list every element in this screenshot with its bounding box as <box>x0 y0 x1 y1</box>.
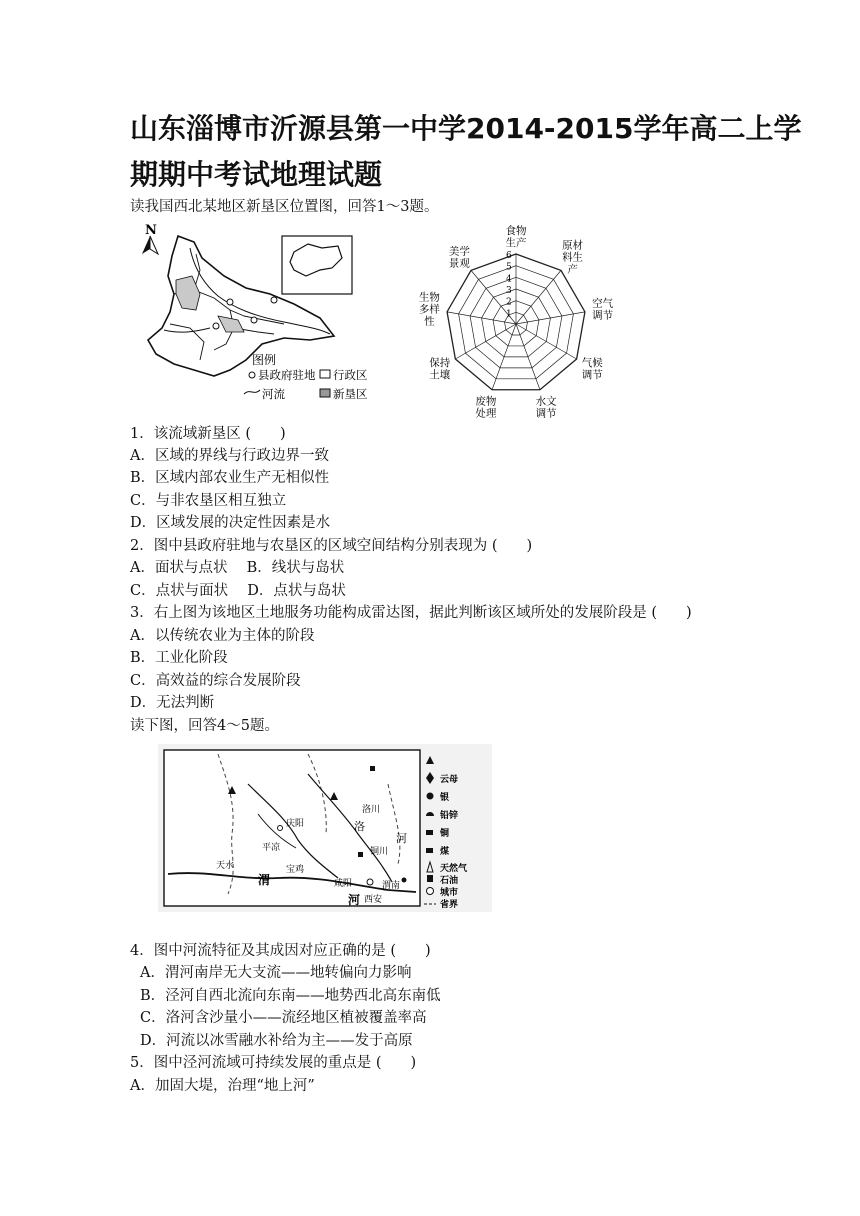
radar-axis-label: 空气调节 <box>592 297 614 322</box>
place-baoji: 宝鸡 <box>286 865 305 875</box>
q4-stem: 4．图中河流特征及其成因对应正确的是 ( ) <box>130 943 431 959</box>
reclamation-map <box>134 224 392 410</box>
oil-icon <box>427 875 433 882</box>
land-service-radar <box>412 225 638 420</box>
legend-province: 省界 <box>440 900 459 910</box>
q3-option-d: D．无法判断 <box>130 695 215 711</box>
q4-option-d: D．河流以冰雪融水补给为主——发于高原 <box>140 1033 413 1049</box>
radar-axis-label: 保持土壤 <box>429 357 451 381</box>
q1-option-c: C．与非农垦区相互独立 <box>130 493 287 509</box>
place-tianshui: 天水 <box>216 861 235 871</box>
radar-spoke <box>516 312 585 324</box>
legend-admin-area: 行政区 <box>333 368 368 382</box>
legend-copper: 铜 <box>440 829 450 839</box>
legend-title: 图例 <box>252 353 277 367</box>
river-label-he: 河 <box>348 893 361 907</box>
legend-silver: 银 <box>440 793 450 803</box>
q1-option-b: B．区域内部农业生产无相似性 <box>130 470 330 486</box>
legend-city: 城市 <box>440 888 459 898</box>
radar-axis-label: 生物多样性 <box>418 291 440 328</box>
q2-option-ab: A．面状与点状 B．线状与岛状 <box>130 560 345 576</box>
gas-icon <box>427 862 433 872</box>
radar-tick-label: 3 <box>506 286 512 296</box>
legend-lead-zinc: 铅锌 <box>440 811 459 821</box>
silver-dot-icon <box>427 793 434 800</box>
radar-tick-label: 1 <box>506 309 512 320</box>
legend-coal: 煤 <box>440 847 450 857</box>
legend-oil: 石油 <box>440 876 459 886</box>
q1-stem: 1．该流域新垦区 ( ) <box>130 426 286 442</box>
place-xianyang: 咸阳 <box>334 879 353 889</box>
copper-icon <box>426 830 433 835</box>
radar-spoke <box>516 324 577 359</box>
radar-axis-label: 原材料生产 <box>562 239 584 276</box>
mica-icon <box>426 756 434 764</box>
region-outline <box>148 236 334 376</box>
place-weinan: 渭南 <box>382 881 401 891</box>
q4-option-c: C．洛河含沙量小——流经地区植被覆盖率高 <box>140 1010 427 1026</box>
radar-tick-label: 4 <box>506 274 512 285</box>
silver-icon <box>426 772 434 784</box>
river-label-he-2: 河 <box>396 832 407 845</box>
radar-axis-label: 美学景观 <box>448 245 470 270</box>
q1-option-a: A．区域的界线与行政边界一致 <box>130 448 329 464</box>
north-arrow-icon <box>142 223 158 254</box>
intro-q4-5: 读下图，回答4～5题。 <box>130 718 279 734</box>
river-label-wei: 渭 <box>258 873 271 887</box>
title-line-1: 山东淄博市沂源县第一中学2014-2015学年高二上学 <box>130 112 802 145</box>
q5-stem: 5．图中泾河流域可持续发展的重点是 ( ) <box>130 1055 417 1071</box>
reclaim-area-icon <box>320 389 330 397</box>
exam-title <box>130 106 802 198</box>
legend-reclaim-area: 新垦区 <box>333 387 368 401</box>
legend-gas: 天然气 <box>440 864 468 874</box>
river-label-luo: 洛 <box>354 820 365 833</box>
place-qingyang: 庆阳 <box>286 819 305 829</box>
radar-axis-label: 水文调节 <box>535 395 557 420</box>
inset-box <box>282 236 352 294</box>
title-line-2: 期期中考试地理试题 <box>130 158 383 191</box>
radar-spoke <box>516 270 561 324</box>
admin-area-icon <box>320 370 330 378</box>
q3-option-b: B．工业化阶段 <box>130 650 228 666</box>
q4-option-a: A．渭河南岸无大支流——地转偏向力影响 <box>140 965 412 981</box>
radar-tick-label: 5 <box>506 262 512 273</box>
q2-option-cd: C．点状与面状 D．点状与岛状 <box>130 583 346 599</box>
county-seat-icon <box>249 372 255 378</box>
place-luochuan: 洛川 <box>362 805 381 815</box>
intro-q1-3: 读我国西北某地区新垦区位置图，回答1～3题。 <box>130 199 439 215</box>
q1-option-d: D．区域发展的决定性因素是水 <box>130 515 331 531</box>
radar-axis-label: 气候调节 <box>581 357 603 381</box>
radar-axis-label: 食物生产 <box>505 225 527 249</box>
legend-river: 河流 <box>262 387 285 401</box>
legend-mica: 云母 <box>440 775 459 785</box>
coal-icon <box>426 848 433 853</box>
city-icon <box>427 888 434 895</box>
lead-zinc-icon <box>426 812 434 816</box>
place-tongchuan: 铜川 <box>370 847 389 857</box>
radar-axis-label: 废物处理 <box>475 395 497 420</box>
radar-tick-label: 6 <box>506 251 512 261</box>
place-pingliang: 平凉 <box>262 843 281 853</box>
radar-spoke <box>455 324 516 359</box>
q3-option-c: C．高效益的综合发展阶段 <box>130 673 301 689</box>
q5-option-a: A．加固大堤，治理“地上河” <box>130 1078 315 1094</box>
north-label: N <box>145 223 157 238</box>
radar-tick-label: 2 <box>506 297 512 308</box>
q2-stem: 2．图中县政府驻地与农垦区的区域空间结构分别表现为 ( ) <box>130 538 533 554</box>
q3-option-a: A．以传统农业为主体的阶段 <box>130 628 315 644</box>
q4-option-b: B．泾河自西北流向东南——地势西北高东南低 <box>140 988 441 1004</box>
river-icon <box>244 390 260 394</box>
q3-stem: 3．右上图为该地区土地服务功能构成雷达图，据此判断该区域所处的发展阶段是 ( ) <box>130 605 692 621</box>
legend-county-seat: 县政府驻地 <box>258 368 316 382</box>
wei-river-map <box>158 744 492 912</box>
place-xian: 西安 <box>364 895 383 905</box>
